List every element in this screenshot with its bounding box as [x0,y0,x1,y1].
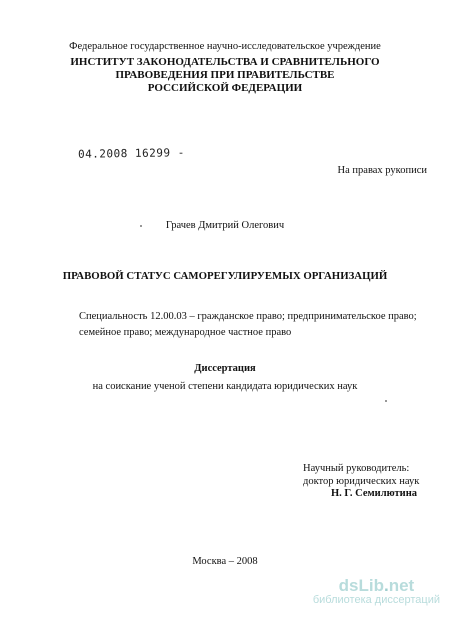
speciality [79,309,439,341]
institute-title-line: ПРАВОВЕДЕНИЯ ПРИ ПРАВИТЕЛЬСТВЕ [115,69,335,81]
supervisor-name: Н. Г. Семилютина [331,488,418,499]
speciality-line: Специальность 12.00.03 – гражданское право; предпринимательское право; [79,311,417,322]
scan-speck [140,225,142,227]
scan-speck [385,400,387,402]
dissertation-title: ПРАВОВОЙ СТАТУС САМОРЕГУЛИРУЕМЫХ ОРГАНИЗАЦИЙ [62,270,388,282]
institute-title [0,56,450,95]
degree-sought: на соискание ученой степени кандидата юридических наук [92,381,358,392]
work-type: Диссертация [194,363,256,374]
author-name: Грачев Дмитрий Олегович [165,220,285,231]
registration-stamp: 04.2008 16299 - [77,146,185,161]
institute-title-line: ИНСТИТУТ ЗАКОНОДАТЕЛЬСТВА И СРАВНИТЕЛЬНОГО [70,56,380,68]
dslib-watermark [313,576,440,606]
rights-note: На правах рукописи [337,165,427,176]
dslib-logo: dsLib.net [338,576,415,595]
watermark-subtitle: библиотека диссертаций [312,594,440,606]
supervisor-block [303,463,423,501]
institute-title-line: РОССИЙСКОЙ ФЕДЕРАЦИИ [147,82,303,94]
institution-name: Федеральное государственное научно-исследовательское учреждение [69,41,381,52]
speciality-line: семейное право; международное частное право [79,327,292,338]
supervisor-role: Научный руководитель: [303,463,410,474]
supervisor-degree: доктор юридических наук [303,475,420,487]
city-year: Москва – 2008 [192,556,258,567]
